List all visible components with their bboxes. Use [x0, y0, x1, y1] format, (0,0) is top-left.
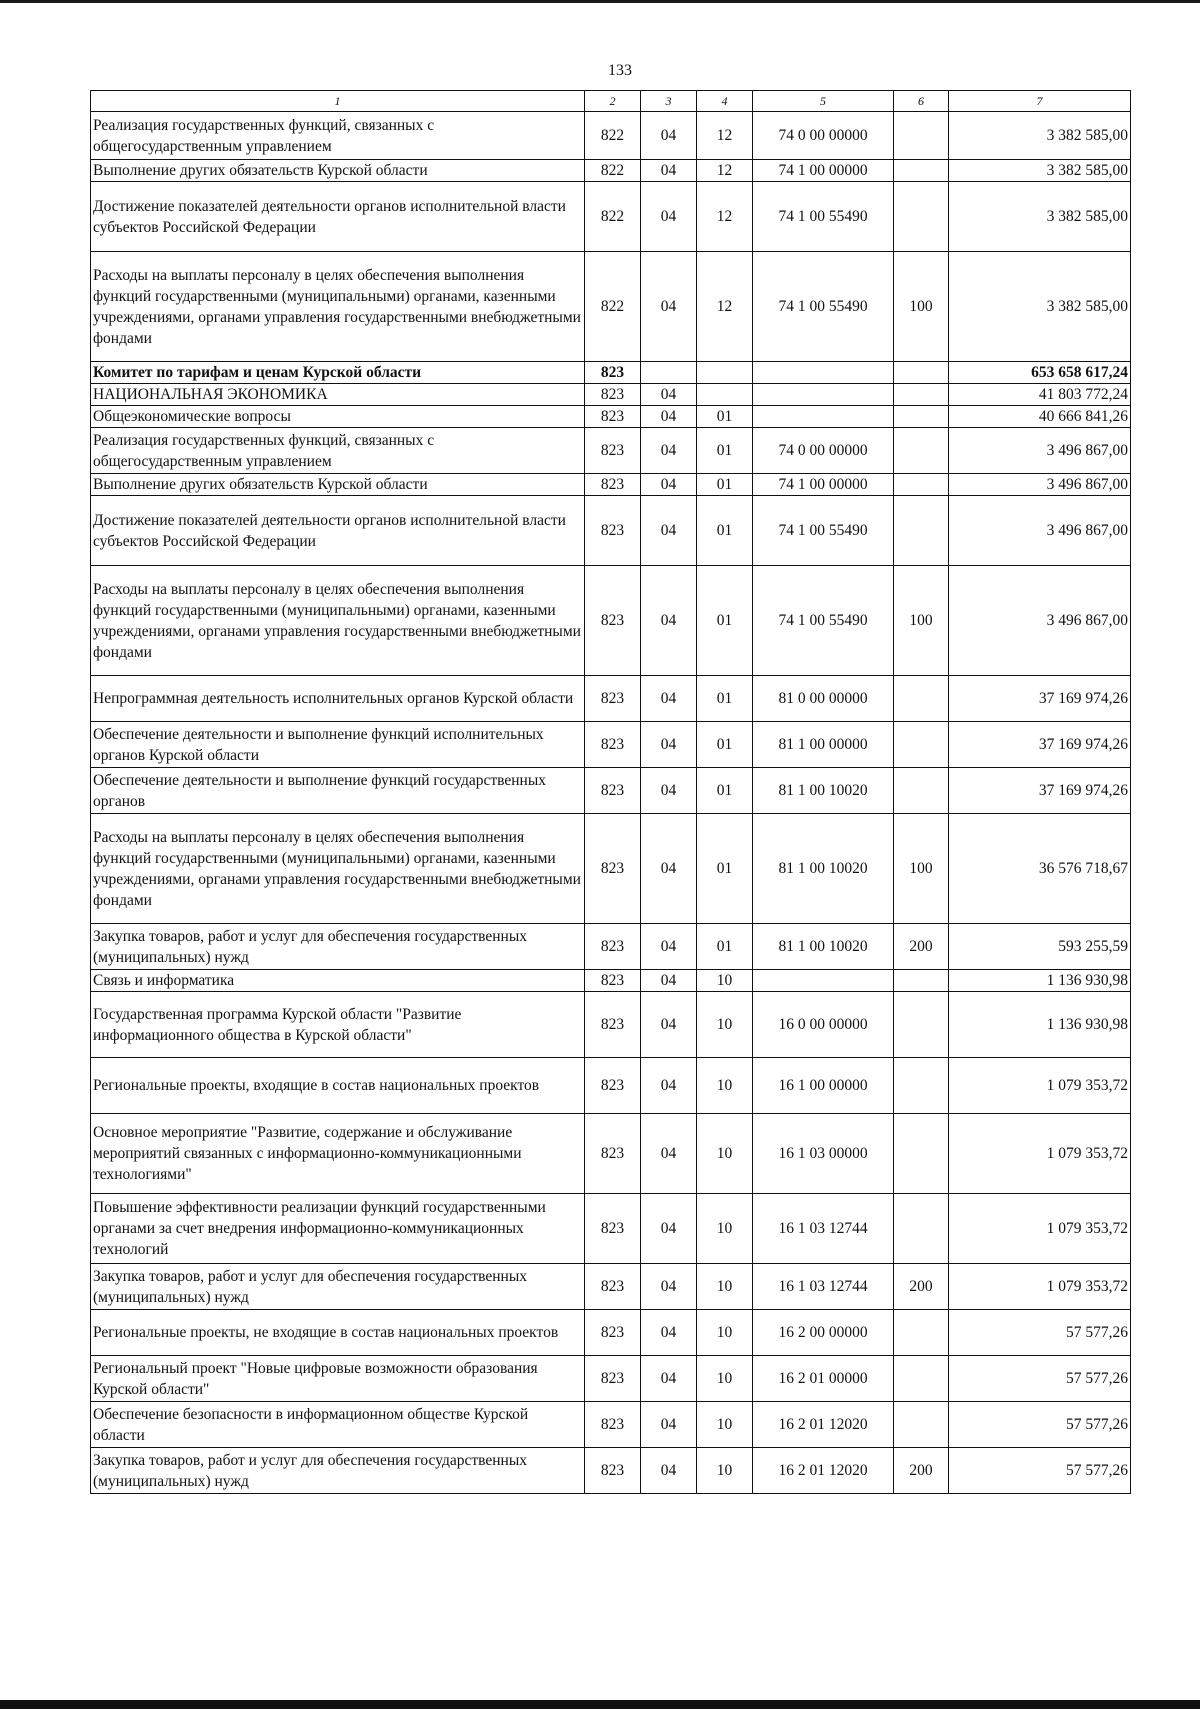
item-name: Обеспечение безопасности в информационном обществе Курской области	[91, 1402, 585, 1448]
cell-expense-type	[894, 1194, 949, 1264]
cell-amount: 1 136 930,98	[949, 992, 1131, 1058]
cell-amount: 3 496 867,00	[949, 428, 1131, 474]
item-name: Основное мероприятие "Развитие, содержание и обслуживание мероприятий связанных с информационно-коммуникационными технологиями"	[91, 1114, 585, 1194]
cell-code: 823	[585, 676, 641, 722]
cell-code: 823	[585, 1114, 641, 1194]
cell-section: 04	[641, 1356, 697, 1402]
table-row	[91, 992, 1131, 1058]
cell-expense-type	[894, 676, 949, 722]
cell-expense-type	[894, 970, 949, 992]
cell-expense-type	[894, 384, 949, 406]
cell-section: 04	[641, 722, 697, 768]
cell-amount: 57 577,26	[949, 1402, 1131, 1448]
table-row	[91, 1448, 1131, 1494]
item-name: Государственная программа Курской области "Развитие информационного общества в Курской области"	[91, 992, 585, 1058]
cell-amount: 1 079 353,72	[949, 1264, 1131, 1310]
table-row	[91, 1114, 1131, 1194]
cell-section: 04	[641, 252, 697, 362]
cell-code: 823	[585, 924, 641, 970]
cell-expense-type	[894, 428, 949, 474]
table-row	[91, 814, 1131, 924]
cell-subsection: 10	[697, 1402, 753, 1448]
cell-target-article: 16 2 00 00000	[753, 1310, 894, 1356]
cell-subsection: 01	[697, 676, 753, 722]
cell-code: 823	[585, 362, 641, 384]
cell-code: 823	[585, 1402, 641, 1448]
item-name: Комитет по тарифам и ценам Курской области	[91, 362, 585, 384]
cell-expense-type: 100	[894, 814, 949, 924]
table-row	[91, 496, 1131, 566]
cell-expense-type	[894, 992, 949, 1058]
cell-amount: 37 169 974,26	[949, 768, 1131, 814]
cell-amount: 3 382 585,00	[949, 182, 1131, 252]
cell-amount: 57 577,26	[949, 1356, 1131, 1402]
item-name: Закупка товаров, работ и услуг для обеспечения государственных (муниципальных) нужд	[91, 1448, 585, 1494]
cell-section: 04	[641, 1402, 697, 1448]
cell-section: 04	[641, 182, 697, 252]
cell-subsection: 10	[697, 1356, 753, 1402]
cell-target-article: 74 1 00 55490	[753, 566, 894, 676]
column-number: 7	[949, 91, 1131, 112]
cell-amount: 3 496 867,00	[949, 566, 1131, 676]
cell-code: 823	[585, 1356, 641, 1402]
cell-section: 04	[641, 1264, 697, 1310]
cell-subsection: 01	[697, 768, 753, 814]
cell-expense-type	[894, 1310, 949, 1356]
cell-code: 823	[585, 428, 641, 474]
cell-subsection: 01	[697, 814, 753, 924]
cell-amount: 41 803 772,24	[949, 384, 1131, 406]
cell-section: 04	[641, 1310, 697, 1356]
cell-code: 823	[585, 768, 641, 814]
cell-code: 822	[585, 112, 641, 160]
cell-code: 823	[585, 1448, 641, 1494]
item-name: Непрограммная деятельность исполнительных органов Курской области	[91, 676, 585, 722]
cell-subsection: 10	[697, 1264, 753, 1310]
table-row	[91, 970, 1131, 992]
cell-target-article: 74 1 00 55490	[753, 252, 894, 362]
table-row	[91, 362, 1131, 384]
item-name: Реализация государственных функций, связанных с общегосударственным управлением	[91, 428, 585, 474]
cell-section: 04	[641, 1058, 697, 1114]
cell-code: 823	[585, 992, 641, 1058]
item-name: Выполнение других обязательств Курской области	[91, 474, 585, 496]
cell-subsection: 10	[697, 1310, 753, 1356]
cell-subsection: 12	[697, 182, 753, 252]
cell-amount: 1 136 930,98	[949, 970, 1131, 992]
cell-expense-type	[894, 722, 949, 768]
item-name: Расходы на выплаты персоналу в целях обеспечения выполнения функций государственными (муниципальными) органами, казенными учреждениями, органами управления государственными внебюджетными фондами	[91, 814, 585, 924]
item-name: Расходы на выплаты персоналу в целях обеспечения выполнения функций государственными (муниципальными) органами, казенными учреждениями, органами управления государственными внебюджетными фондами	[91, 252, 585, 362]
cell-subsection: 01	[697, 924, 753, 970]
table-row	[91, 384, 1131, 406]
item-name: Реализация государственных функций, связанных с общегосударственным управлением	[91, 112, 585, 160]
cell-section	[641, 362, 697, 384]
item-name: Связь и информатика	[91, 970, 585, 992]
cell-section: 04	[641, 768, 697, 814]
cell-expense-type	[894, 496, 949, 566]
cell-target-article: 16 2 01 12020	[753, 1448, 894, 1494]
budget-table	[90, 90, 1131, 1494]
table-row	[91, 1194, 1131, 1264]
table-row	[91, 182, 1131, 252]
cell-code: 823	[585, 1264, 641, 1310]
cell-subsection: 01	[697, 406, 753, 428]
cell-expense-type	[894, 182, 949, 252]
cell-amount: 3 496 867,00	[949, 474, 1131, 496]
table-row	[91, 252, 1131, 362]
cell-subsection: 01	[697, 428, 753, 474]
cell-target-article	[753, 406, 894, 428]
cell-subsection: 10	[697, 1194, 753, 1264]
cell-section: 04	[641, 566, 697, 676]
cell-target-article: 81 0 00 00000	[753, 676, 894, 722]
table-row	[91, 1402, 1131, 1448]
cell-amount: 3 382 585,00	[949, 252, 1131, 362]
table-row	[91, 768, 1131, 814]
cell-amount: 3 382 585,00	[949, 112, 1131, 160]
column-number: 6	[894, 91, 949, 112]
table-row	[91, 1264, 1131, 1310]
cell-expense-type	[894, 1058, 949, 1114]
column-number: 1	[91, 91, 585, 112]
cell-section: 04	[641, 676, 697, 722]
scan-top-edge	[0, 0, 1200, 3]
cell-expense-type	[894, 112, 949, 160]
table-row	[91, 1356, 1131, 1402]
cell-code: 823	[585, 384, 641, 406]
cell-subsection: 10	[697, 970, 753, 992]
cell-amount: 37 169 974,26	[949, 722, 1131, 768]
cell-section: 04	[641, 112, 697, 160]
table-body	[91, 91, 1131, 1494]
cell-expense-type: 100	[894, 252, 949, 362]
cell-amount: 1 079 353,72	[949, 1058, 1131, 1114]
item-name: Закупка товаров, работ и услуг для обеспечения государственных (муниципальных) нужд	[91, 924, 585, 970]
cell-target-article: 74 1 00 00000	[753, 474, 894, 496]
item-name: Закупка товаров, работ и услуг для обеспечения государственных (муниципальных) нужд	[91, 1264, 585, 1310]
cell-target-article: 16 0 00 00000	[753, 992, 894, 1058]
cell-subsection: 10	[697, 1114, 753, 1194]
cell-code: 822	[585, 252, 641, 362]
cell-section: 04	[641, 1194, 697, 1264]
cell-expense-type	[894, 1402, 949, 1448]
table-row	[91, 676, 1131, 722]
cell-amount: 3 382 585,00	[949, 160, 1131, 182]
cell-subsection: 01	[697, 496, 753, 566]
cell-section: 04	[641, 992, 697, 1058]
cell-target-article: 74 1 00 55490	[753, 182, 894, 252]
table-row	[91, 428, 1131, 474]
cell-expense-type	[894, 1114, 949, 1194]
column-number-row	[91, 91, 1131, 112]
cell-target-article: 81 1 00 10020	[753, 768, 894, 814]
item-name: Достижение показателей деятельности органов исполнительной власти субъектов Российской Федерации	[91, 496, 585, 566]
cell-subsection	[697, 362, 753, 384]
cell-target-article	[753, 362, 894, 384]
cell-section: 04	[641, 496, 697, 566]
item-name: Выполнение других обязательств Курской области	[91, 160, 585, 182]
cell-subsection: 01	[697, 566, 753, 676]
cell-amount: 593 255,59	[949, 924, 1131, 970]
scan-bottom-edge	[0, 1700, 1200, 1709]
cell-expense-type	[894, 1356, 949, 1402]
cell-section: 04	[641, 970, 697, 992]
cell-target-article	[753, 970, 894, 992]
cell-subsection: 12	[697, 160, 753, 182]
cell-amount: 57 577,26	[949, 1310, 1131, 1356]
cell-target-article: 74 0 00 00000	[753, 428, 894, 474]
cell-subsection: 01	[697, 722, 753, 768]
cell-code: 823	[585, 474, 641, 496]
cell-code: 823	[585, 722, 641, 768]
item-name: Повышение эффективности реализации функций государственными органами за счет внедрения информационно-коммуникационных технологий	[91, 1194, 585, 1264]
item-name: Региональные проекты, входящие в состав национальных проектов	[91, 1058, 585, 1114]
cell-code: 823	[585, 496, 641, 566]
column-number: 2	[585, 91, 641, 112]
column-number: 3	[641, 91, 697, 112]
cell-section: 04	[641, 1114, 697, 1194]
cell-expense-type: 100	[894, 566, 949, 676]
cell-code: 823	[585, 566, 641, 676]
cell-target-article: 16 1 03 00000	[753, 1114, 894, 1194]
cell-target-article: 81 1 00 10020	[753, 814, 894, 924]
cell-code: 823	[585, 1058, 641, 1114]
cell-amount: 1 079 353,72	[949, 1194, 1131, 1264]
item-name: Достижение показателей деятельности органов исполнительной власти субъектов Российской Федерации	[91, 182, 585, 252]
cell-amount: 36 576 718,67	[949, 814, 1131, 924]
cell-expense-type	[894, 474, 949, 496]
item-name: Обеспечение деятельности и выполнение функций исполнительных органов Курской области	[91, 722, 585, 768]
cell-amount: 653 658 617,24	[949, 362, 1131, 384]
cell-target-article: 74 1 00 00000	[753, 160, 894, 182]
column-number: 4	[697, 91, 753, 112]
table-row	[91, 112, 1131, 160]
item-name: Региональный проект "Новые цифровые возможности образования Курской области"	[91, 1356, 585, 1402]
cell-expense-type: 200	[894, 1448, 949, 1494]
column-number: 5	[753, 91, 894, 112]
item-name: Обеспечение деятельности и выполнение функций государственных органов	[91, 768, 585, 814]
cell-section: 04	[641, 384, 697, 406]
cell-target-article: 16 2 01 00000	[753, 1356, 894, 1402]
cell-amount: 40 666 841,26	[949, 406, 1131, 428]
table-row	[91, 924, 1131, 970]
cell-amount: 1 079 353,72	[949, 1114, 1131, 1194]
cell-target-article: 81 1 00 00000	[753, 722, 894, 768]
table-row	[91, 1058, 1131, 1114]
item-name: НАЦИОНАЛЬНАЯ ЭКОНОМИКА	[91, 384, 585, 406]
cell-expense-type	[894, 406, 949, 428]
cell-code: 823	[585, 1310, 641, 1356]
cell-subsection: 10	[697, 992, 753, 1058]
item-name: Расходы на выплаты персоналу в целях обеспечения выполнения функций государственными (муниципальными) органами, казенными учреждениями, органами управления государственными внебюджетными фондами	[91, 566, 585, 676]
cell-section: 04	[641, 406, 697, 428]
cell-section: 04	[641, 924, 697, 970]
cell-subsection: 12	[697, 112, 753, 160]
table-row	[91, 160, 1131, 182]
cell-expense-type	[894, 362, 949, 384]
cell-amount: 37 169 974,26	[949, 676, 1131, 722]
table-row	[91, 474, 1131, 496]
cell-section: 04	[641, 814, 697, 924]
cell-code: 823	[585, 406, 641, 428]
cell-target-article: 81 1 00 10020	[753, 924, 894, 970]
cell-target-article: 74 1 00 55490	[753, 496, 894, 566]
cell-target-article	[753, 384, 894, 406]
cell-amount: 3 496 867,00	[949, 496, 1131, 566]
cell-expense-type	[894, 768, 949, 814]
cell-section: 04	[641, 160, 697, 182]
cell-target-article: 74 0 00 00000	[753, 112, 894, 160]
cell-code: 823	[585, 814, 641, 924]
page-number: 133	[608, 62, 632, 79]
cell-target-article: 16 1 00 00000	[753, 1058, 894, 1114]
cell-code: 822	[585, 160, 641, 182]
cell-expense-type: 200	[894, 924, 949, 970]
cell-subsection: 10	[697, 1058, 753, 1114]
cell-code: 822	[585, 182, 641, 252]
cell-target-article: 16 1 03 12744	[753, 1264, 894, 1310]
item-name: Общеэкономические вопросы	[91, 406, 585, 428]
cell-amount: 57 577,26	[949, 1448, 1131, 1494]
cell-subsection: 01	[697, 474, 753, 496]
cell-target-article: 16 2 01 12020	[753, 1402, 894, 1448]
table-row	[91, 566, 1131, 676]
cell-target-article: 16 1 03 12744	[753, 1194, 894, 1264]
cell-section: 04	[641, 474, 697, 496]
cell-code: 823	[585, 1194, 641, 1264]
table-row	[91, 722, 1131, 768]
cell-expense-type	[894, 160, 949, 182]
item-name: Региональные проекты, не входящие в состав национальных проектов	[91, 1310, 585, 1356]
table-row	[91, 1310, 1131, 1356]
cell-expense-type: 200	[894, 1264, 949, 1310]
cell-subsection: 12	[697, 252, 753, 362]
cell-subsection	[697, 384, 753, 406]
cell-subsection: 10	[697, 1448, 753, 1494]
cell-section: 04	[641, 1448, 697, 1494]
cell-code: 823	[585, 970, 641, 992]
table-row	[91, 406, 1131, 428]
cell-section: 04	[641, 428, 697, 474]
